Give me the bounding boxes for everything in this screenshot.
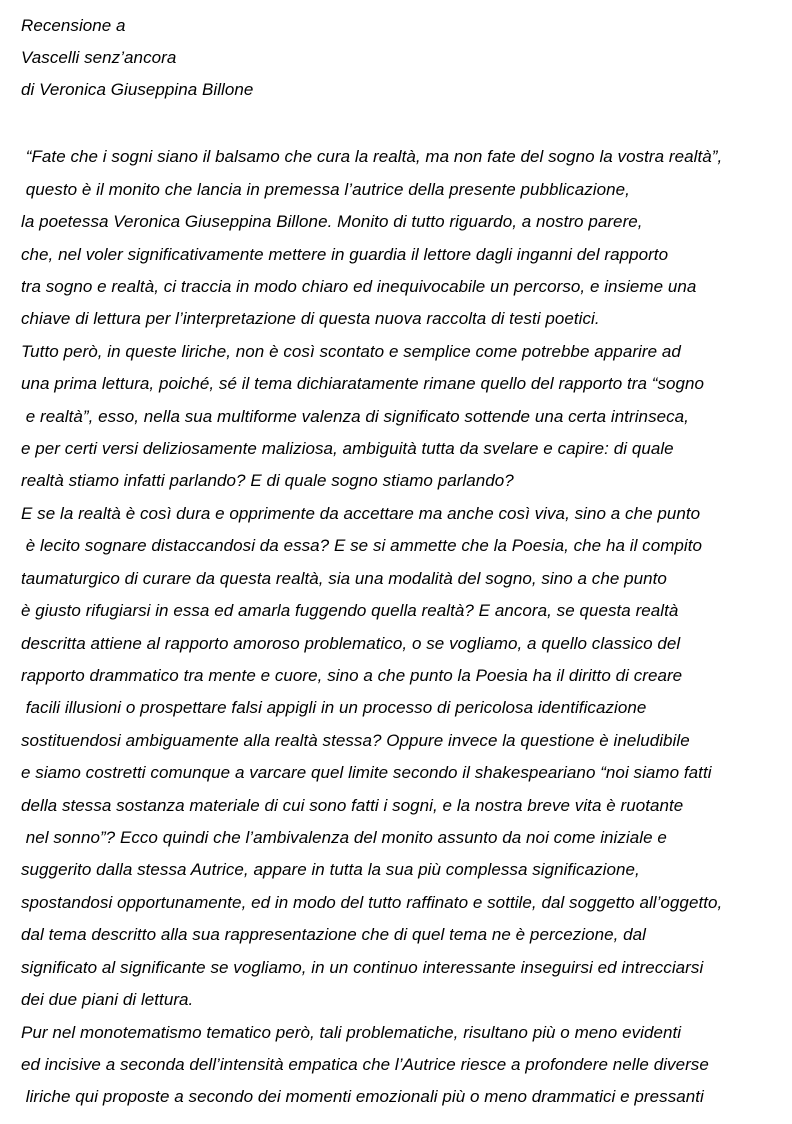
body-line: ed incisive a seconda dell’intensità empatica che l’Autrice riesce a profondere nelle diverse [21, 1055, 709, 1074]
body-line: è giusto rifugiarsi in essa ed amarla fuggendo quella realtà? E ancora, se questa realtà [21, 601, 679, 620]
body-line: nel sonno”? Ecco quindi che l’ambivalenza del monito assunto da noi come iniziale e [21, 828, 667, 847]
body-line: suggerito dalla stessa Autrice, appare in tutta la sua più complessa significazione, [21, 860, 640, 879]
body-line: della stessa sostanza materiale di cui sono fatti i sogni, e la nostra breve vita è ruotante [21, 796, 684, 815]
body-line: Pur nel monotematismo tematico però, tali problematiche, risultano più o meno evidenti [21, 1023, 682, 1042]
body-line: la poetessa Veronica Giuseppina Billone. Monito di tutto riguardo, a nostro parere, [21, 212, 643, 231]
body-line: liriche qui proposte a secondo dei momenti emozionali più o meno drammatici e pressanti [21, 1087, 704, 1106]
body-line: “Fate che i sogni siano il balsamo che cura la realtà, ma non fate del sogno la vostra realtà”, [21, 147, 723, 166]
body-line: descritta attiene al rapporto amoroso problematico, o se vogliamo, a quello classico del [21, 634, 681, 653]
body-line: questo è il monito che lancia in premessa l’autrice della presente pubblicazione, [21, 180, 630, 199]
review-heading: Recensione a [21, 16, 126, 35]
body-line: chiave di lettura per l’interpretazione di questa nuova raccolta di testi poetici. [21, 309, 600, 328]
body-line: taumaturgico di curare da questa realtà, sia una modalità del sogno, sino a che punto [21, 569, 667, 588]
body-line: facili illusioni o prospettare falsi appigli in un processo di pericolosa identificazione [21, 698, 647, 717]
body-line: e per certi versi deliziosamente maliziosa, ambiguità tutta da svelare e capire: di quale [21, 439, 674, 458]
author-line: di Veronica Giuseppina Billone [21, 80, 254, 99]
body-line: è lecito sognare distaccandosi da essa? E se si ammette che la Poesia, che ha il compito [21, 536, 703, 555]
body-line: significato al significante se vogliamo, in un continuo interessante inseguirsi ed intrecciarsi [21, 958, 704, 977]
body-line: una prima lettura, poiché, sé il tema dichiaratamente rimane quello del rapporto tra “sogno [21, 374, 705, 393]
body-line: e siamo costretti comunque a varcare quel limite secondo il shakespeariano “noi siamo fatti [21, 763, 712, 782]
body-line: rapporto drammatico tra mente e cuore, sino a che punto la Poesia ha il diritto di creare [21, 666, 683, 685]
body-line: spostandosi opportunamente, ed in modo del tutto raffinato e sottile, dal soggetto all’oggetto, [21, 893, 723, 912]
body-line: che, nel voler significativamente mettere in guardia il lettore dagli inganni del rapporto [21, 245, 669, 264]
body-line: e realtà”, esso, nella sua multiforme valenza di significato sottende una certa intrinseca, [21, 407, 689, 426]
book-title: Vascelli senz’ancora [21, 48, 177, 67]
body-line: tra sogno e realtà, ci traccia in modo chiaro ed inequivocabile un percorso, e insieme una [21, 277, 697, 296]
body-line: realtà stiamo infatti parlando? E di quale sogno stiamo parlando? [21, 471, 514, 490]
body-line: dei due piani di lettura. [21, 990, 194, 1009]
body-line: dal tema descritto alla sua rappresentazione che di quel tema ne è percezione, dal [21, 925, 646, 944]
body-line: Tutto però, in queste liriche, non è così scontato e semplice come potrebbe apparire ad [21, 342, 681, 361]
body-line: E se la realtà è così dura e opprimente da accettare ma anche così viva, sino a che punto [21, 504, 701, 523]
body-line: sostituendosi ambiguamente alla realtà stessa? Oppure invece la questione è ineludibile [21, 731, 690, 750]
